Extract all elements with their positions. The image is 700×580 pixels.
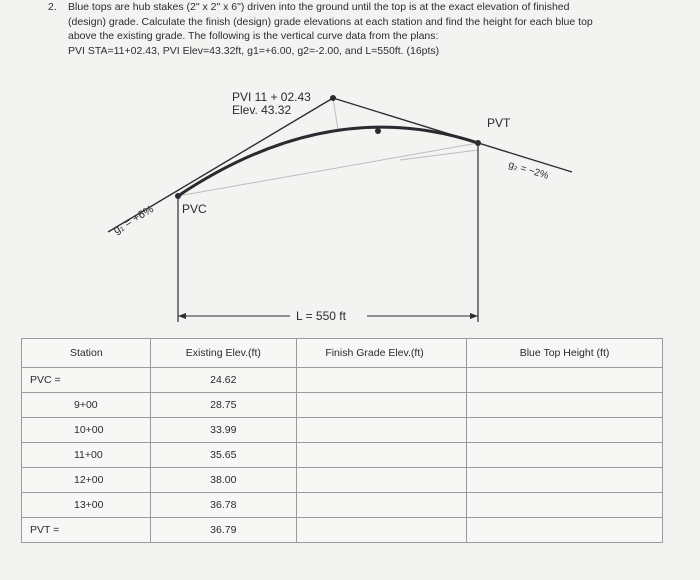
- header-existing-elev: Existing Elev.(ft): [150, 339, 296, 368]
- length-label: L = 550 ft: [296, 309, 346, 323]
- pvt-label: PVT: [487, 116, 511, 130]
- problem-number: 2.: [48, 1, 57, 13]
- finish-grade-cell[interactable]: [296, 393, 466, 418]
- vertical-curve: [178, 127, 478, 196]
- station-cell: 13+00: [22, 493, 151, 518]
- table-row: [22, 518, 663, 543]
- existing-elev-cell: 28.75: [150, 393, 296, 418]
- row-label: PVC =: [30, 374, 61, 386]
- finish-grade-cell[interactable]: [296, 443, 466, 468]
- problem-line: (design) grade. Calculate the finish (design) grade elevations at each station and find the height for each blue top: [68, 15, 593, 28]
- station-cell: 10+00: [22, 418, 151, 443]
- table-row: [22, 443, 663, 468]
- header-blue-top: Blue Top Height (ft): [467, 339, 663, 368]
- blue-top-cell[interactable]: [467, 468, 663, 493]
- station-cell: 11+00: [22, 443, 151, 468]
- row-label: PVT =: [30, 524, 60, 536]
- blue-top-cell[interactable]: [467, 393, 663, 418]
- blue-top-cell[interactable]: [467, 518, 663, 543]
- existing-elev-cell: 33.99: [150, 418, 296, 443]
- station-cell: [22, 368, 151, 393]
- finish-grade-cell[interactable]: [296, 418, 466, 443]
- table-row: [22, 393, 663, 418]
- blue-top-cell[interactable]: [467, 418, 663, 443]
- pvc-label: PVC: [182, 202, 207, 216]
- existing-elev-cell: 36.79: [150, 518, 296, 543]
- pvi-elevation-label: Elev. 43.32: [232, 103, 292, 117]
- existing-elev-cell: 24.62: [150, 368, 296, 393]
- dimension-arrow-left: [178, 313, 186, 319]
- table-row: [22, 468, 663, 493]
- table-row: [22, 418, 663, 443]
- grade-table: [21, 338, 663, 543]
- pvi-station-label: PVI 11 + 02.43: [232, 90, 311, 104]
- g1-label: g₁ = +6%: [111, 203, 156, 237]
- curve-midpoint: [375, 128, 381, 134]
- problem-line: Blue tops are hub stakes (2" x 2" x 6") driven into the ground until the top is at the exact elevation of finished: [68, 1, 570, 13]
- table-row: [22, 493, 663, 518]
- problem-line: above the existing grade. The following is the vertical curve data from the plans:: [68, 30, 439, 42]
- pvi-point: [330, 95, 336, 101]
- blue-top-cell[interactable]: [467, 368, 663, 393]
- finish-grade-cell[interactable]: [296, 368, 466, 393]
- header-station: Station: [22, 339, 151, 368]
- finish-grade-cell[interactable]: [296, 468, 466, 493]
- table-header-row: [22, 339, 663, 368]
- finish-grade-cell[interactable]: [296, 493, 466, 518]
- station-cell: [22, 518, 151, 543]
- pvi-offset-line: [333, 98, 338, 130]
- finish-grade-cell[interactable]: [296, 518, 466, 543]
- station-cell: 12+00: [22, 468, 151, 493]
- station-cell: 9+00: [22, 393, 151, 418]
- blue-top-cell[interactable]: [467, 443, 663, 468]
- header-finish-grade: Finish Grade Elev.(ft): [296, 339, 466, 368]
- blue-top-cell[interactable]: [467, 493, 663, 518]
- existing-elev-cell: 35.65: [150, 443, 296, 468]
- table-row: [22, 368, 663, 393]
- g2-label: g₂ = −2%: [507, 159, 550, 182]
- problem-line: PVI STA=11+02.43, PVI Elev=43.32ft, g1=+6.00, g2=-2.00, and L=550ft. (16pts): [68, 44, 440, 57]
- existing-elev-cell: 36.78: [150, 493, 296, 518]
- dimension-arrow-right: [470, 313, 478, 319]
- existing-elev-cell: 38.00: [150, 468, 296, 493]
